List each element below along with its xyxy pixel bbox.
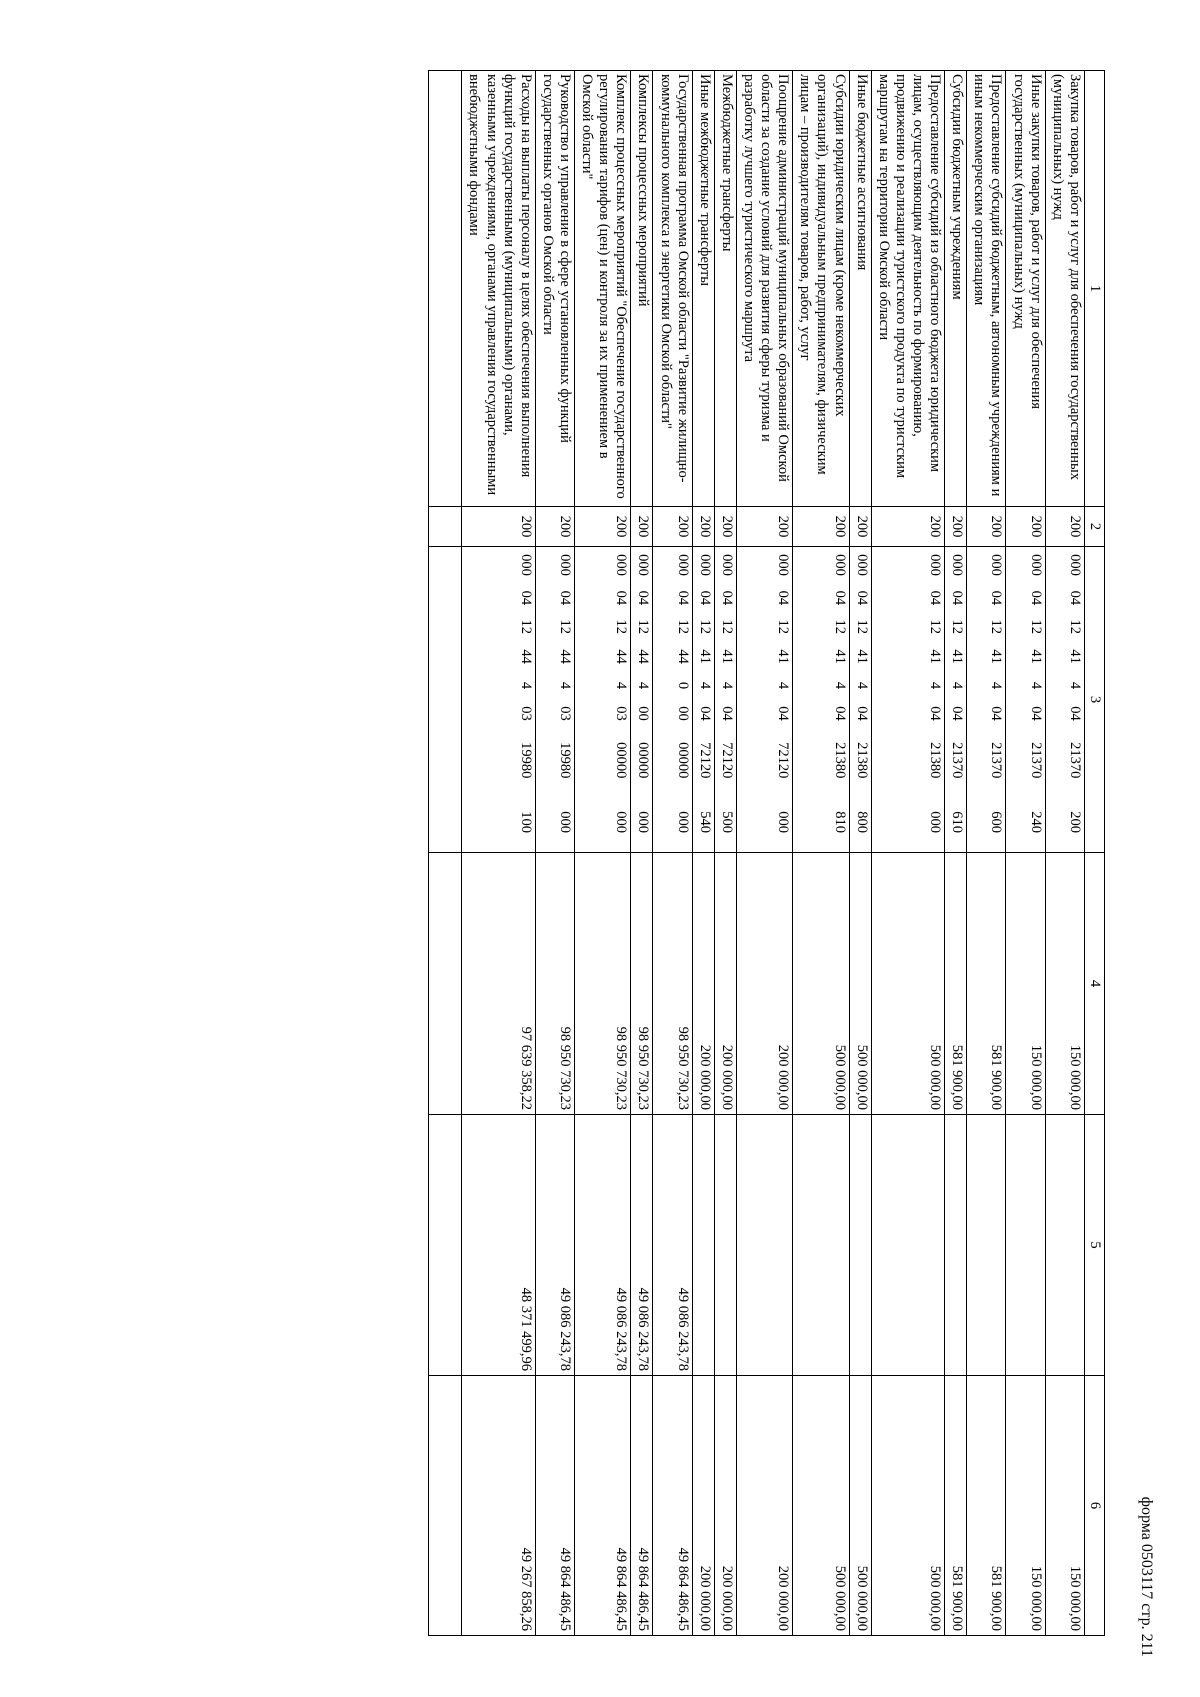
- row-col5-amount: [714, 1115, 736, 1376]
- code-part: 000: [949, 554, 966, 576]
- code-part: 19980: [557, 742, 574, 779]
- code-part: 21380: [853, 742, 870, 779]
- empty-cell: [429, 853, 462, 1115]
- code-part: 12: [517, 619, 534, 634]
- row-budget-code: [575, 547, 631, 853]
- code-part: 00000: [674, 742, 691, 779]
- table-row: [631, 71, 653, 1636]
- table-row: [1006, 71, 1045, 1636]
- code-part: 41: [831, 649, 848, 664]
- code-part: 21370: [1066, 742, 1083, 779]
- code-part: 41: [1027, 649, 1044, 664]
- header-cell: 2: [1084, 507, 1104, 547]
- row-col6-amount: 500 000,00: [793, 1376, 849, 1636]
- row-name: Предоставление субсидий бюджетным, автономным учреждениям и иным некоммерческим организациям: [967, 71, 1006, 507]
- row-col5-amount: [871, 1115, 944, 1376]
- code-part: 0: [674, 681, 691, 690]
- row-col5-amount: 49 086 243,78: [631, 1115, 653, 1376]
- code-part: 21380: [927, 742, 944, 779]
- row-col4-amount: 150 000,00: [1045, 853, 1084, 1115]
- code-part: 04: [1066, 590, 1083, 606]
- code-part: 4: [949, 681, 966, 690]
- table-row: [714, 71, 736, 1636]
- empty-row: [429, 71, 462, 1636]
- code-part: 000: [517, 554, 534, 576]
- code-part: 04: [718, 590, 735, 606]
- row-budget-code: [692, 547, 714, 853]
- table-row: [1045, 71, 1084, 1636]
- row-name: Иные закупки товаров, работ и услуг для обеспечения государственных (муниципальных) нужд: [1006, 71, 1045, 507]
- code-part: 12: [831, 619, 848, 634]
- row-budget-code: [945, 547, 967, 853]
- code-part: 04: [831, 706, 848, 721]
- code-part: 000: [557, 554, 574, 576]
- code-part: 04: [927, 590, 944, 606]
- budget-code-parts: [718, 547, 735, 852]
- row-col5-amount: 49 086 243,78: [575, 1115, 631, 1376]
- empty-cell: [429, 507, 462, 547]
- row-line-code: 200: [871, 507, 944, 547]
- header-cell: 1: [1084, 71, 1104, 507]
- row-name: Предоставление субсидий из областного бюджета юридическим лицам, осуществляющим деятельность по формированию, продвижению и реализации туристского продукта по туристским маршрутам на территории Омской области: [871, 71, 944, 507]
- row-name: Комплексы процессных мероприятий: [631, 71, 653, 507]
- row-col5-amount: [1045, 1115, 1084, 1376]
- table-row: [793, 71, 849, 1636]
- empty-cell: [429, 547, 462, 853]
- code-part: 04: [557, 590, 574, 606]
- header-cell: 4: [1084, 853, 1104, 1115]
- row-col5-amount: [736, 1115, 792, 1376]
- code-part: 4: [718, 681, 735, 690]
- empty-cell: [429, 1115, 462, 1376]
- row-col6-amount: 200 000,00: [714, 1376, 736, 1636]
- code-part: 4: [775, 681, 792, 690]
- budget-code-parts: [774, 547, 791, 852]
- row-budget-code: [967, 547, 1006, 853]
- row-name: Иные межбюджетные трансферты: [692, 71, 714, 507]
- row-col4-amount: 98 950 730,23: [575, 853, 631, 1115]
- code-part: 03: [557, 706, 574, 721]
- code-part: 000: [674, 811, 691, 833]
- row-budget-code: [793, 547, 849, 853]
- row-col5-amount: 49 086 243,78: [653, 1115, 692, 1376]
- row-name: Субсидии бюджетным учреждениям: [945, 71, 967, 507]
- row-col6-amount: 49 267 858,26: [462, 1376, 535, 1636]
- code-part: 44: [557, 649, 574, 664]
- budget-code-parts: [612, 547, 629, 852]
- code-part: 4: [853, 681, 870, 690]
- budget-code-parts: [1066, 547, 1083, 852]
- table-row: [653, 71, 692, 1636]
- budget-code-parts: [853, 547, 870, 852]
- row-col6-amount: 581 900,00: [967, 1376, 1006, 1636]
- row-col4-amount: 581 900,00: [967, 853, 1006, 1115]
- row-col4-amount: 200 000,00: [736, 853, 792, 1115]
- code-part: 04: [927, 706, 944, 721]
- code-part: 12: [775, 619, 792, 634]
- budget-code-parts: [674, 547, 691, 852]
- row-line-code: 200: [653, 507, 692, 547]
- row-line-code: 200: [631, 507, 653, 547]
- row-col6-amount: 150 000,00: [1045, 1376, 1084, 1636]
- code-part: 000: [635, 811, 652, 833]
- code-part: 04: [988, 706, 1005, 721]
- table-row: [945, 71, 967, 1636]
- code-part: 41: [853, 649, 870, 664]
- code-part: 000: [1066, 554, 1083, 576]
- budget-code-parts: [830, 547, 847, 852]
- code-part: 000: [927, 554, 944, 576]
- code-part: 12: [1066, 619, 1083, 634]
- code-part: 04: [831, 590, 848, 606]
- code-part: 41: [949, 649, 966, 664]
- budget-code-parts: [948, 547, 965, 852]
- code-part: 800: [853, 811, 870, 833]
- table-row: [849, 71, 871, 1636]
- code-part: 000: [988, 554, 1005, 576]
- row-col5-amount: 48 371 499,96: [462, 1115, 535, 1376]
- code-part: 04: [635, 590, 652, 606]
- row-line-code: 200: [849, 507, 871, 547]
- row-col5-amount: [967, 1115, 1006, 1376]
- code-part: 04: [674, 590, 691, 606]
- row-col5-amount: [1006, 1115, 1045, 1376]
- code-part: 000: [775, 811, 792, 833]
- code-part: 21370: [949, 742, 966, 779]
- code-part: 44: [613, 649, 630, 664]
- code-part: 19980: [517, 742, 534, 779]
- code-part: 04: [949, 590, 966, 606]
- code-part: 4: [696, 681, 713, 690]
- row-col5-amount: [945, 1115, 967, 1376]
- row-name: Субсидии юридическим лицам (кроме некоммерческих организаций), индивидуальным предпринимателям, физическим лицам – производителям товаров, работ, услуг: [793, 71, 849, 507]
- row-col4-amount: 581 900,00: [945, 853, 967, 1115]
- row-budget-code: [462, 547, 535, 853]
- row-budget-code: [653, 547, 692, 853]
- code-part: 04: [949, 706, 966, 721]
- code-part: 41: [696, 649, 713, 664]
- code-part: 12: [696, 619, 713, 634]
- code-part: 04: [1027, 590, 1044, 606]
- budget-code-parts: [926, 547, 943, 852]
- row-name: Государственная программа Омской области "Развитие жилищно-коммунального комплекса и энергетики Омской области": [653, 71, 692, 507]
- code-part: 12: [718, 619, 735, 634]
- row-name: Закупка товаров, работ и услуг для обеспечения государственных (муниципальных) нужд: [1045, 71, 1084, 507]
- row-col4-amount: 500 000,00: [793, 853, 849, 1115]
- empty-cell: [429, 71, 462, 507]
- code-part: 21370: [988, 742, 1005, 779]
- code-part: 000: [853, 554, 870, 576]
- code-part: 44: [674, 649, 691, 664]
- code-part: 4: [1027, 681, 1044, 690]
- row-line-code: 200: [575, 507, 631, 547]
- row-line-code: 200: [967, 507, 1006, 547]
- code-part: 04: [775, 706, 792, 721]
- row-budget-code: [535, 547, 574, 853]
- code-part: 04: [1066, 706, 1083, 721]
- table-row: [967, 71, 1006, 1636]
- code-part: 00000: [635, 742, 652, 779]
- row-line-code: 200: [692, 507, 714, 547]
- code-part: 4: [557, 681, 574, 690]
- code-part: 500: [718, 811, 735, 833]
- code-part: 12: [557, 619, 574, 634]
- code-part: 000: [696, 554, 713, 576]
- code-part: 21380: [831, 742, 848, 779]
- code-part: 000: [1027, 554, 1044, 576]
- code-part: 12: [1027, 619, 1044, 634]
- code-part: 04: [853, 706, 870, 721]
- row-name: Межбюджетные трансферты: [714, 71, 736, 507]
- code-part: 41: [1066, 649, 1083, 664]
- code-part: 04: [988, 590, 1005, 606]
- row-col6-amount: 200 000,00: [736, 1376, 792, 1636]
- budget-code-parts: [696, 547, 713, 852]
- row-name: Иные бюджетные ассигнования: [849, 71, 871, 507]
- row-col4-amount: 200 000,00: [714, 853, 736, 1115]
- empty-cell: [429, 1376, 462, 1636]
- row-line-code: 200: [1045, 507, 1084, 547]
- code-part: 200: [1066, 811, 1083, 833]
- code-part: 04: [696, 590, 713, 606]
- code-part: 810: [831, 811, 848, 833]
- table-row: [575, 71, 631, 1636]
- code-part: 41: [718, 649, 735, 664]
- row-budget-code: [714, 547, 736, 853]
- code-part: 72120: [775, 742, 792, 779]
- code-part: 600: [988, 811, 1005, 833]
- code-part: 00: [674, 706, 691, 721]
- table-row: [462, 71, 535, 1636]
- row-col6-amount: 200 000,00: [692, 1376, 714, 1636]
- row-col6-amount: 581 900,00: [945, 1376, 967, 1636]
- row-col6-amount: 500 000,00: [849, 1376, 871, 1636]
- code-part: 04: [517, 590, 534, 606]
- code-part: 12: [635, 619, 652, 634]
- row-budget-code: [1045, 547, 1084, 853]
- row-col4-amount: 150 000,00: [1006, 853, 1045, 1115]
- code-part: 4: [927, 681, 944, 690]
- row-col4-amount: 98 950 730,23: [535, 853, 574, 1115]
- code-part: 04: [718, 706, 735, 721]
- row-name: Расходы на выплаты персоналу в целях обеспечения выполнения функций государственными (муниципальными) органами, казенными учреждениями, органами управления государственными внебюджетными фондами: [462, 71, 535, 507]
- row-col4-amount: 500 000,00: [849, 853, 871, 1115]
- code-part: 12: [613, 619, 630, 634]
- code-part: 12: [949, 619, 966, 634]
- code-part: 72120: [718, 742, 735, 779]
- code-part: 540: [696, 811, 713, 833]
- code-part: 00000: [613, 742, 630, 779]
- row-col5-amount: [692, 1115, 714, 1376]
- row-budget-code: [631, 547, 653, 853]
- table-row: [736, 71, 792, 1636]
- form-label: форма 0503117 стр. 211: [1138, 1496, 1155, 1657]
- code-part: 4: [988, 681, 1005, 690]
- row-col4-amount: 97 639 358,22: [462, 853, 535, 1115]
- code-part: 44: [517, 649, 534, 664]
- table-row: [535, 71, 574, 1636]
- code-part: 21370: [1027, 742, 1044, 779]
- table-row: [871, 71, 944, 1636]
- code-part: 000: [674, 554, 691, 576]
- code-part: 610: [949, 811, 966, 833]
- row-budget-code: [849, 547, 871, 853]
- row-name: Поощрение администраций муниципальных образований Омской области за создание условий для развития сферы туризма и разработку лучшего туристического маршрута: [736, 71, 792, 507]
- budget-code-parts: [634, 547, 651, 852]
- row-line-code: 200: [462, 507, 535, 547]
- row-col5-amount: 49 086 243,78: [535, 1115, 574, 1376]
- code-part: 04: [775, 590, 792, 606]
- code-part: 04: [853, 590, 870, 606]
- row-col4-amount: 98 950 730,23: [631, 853, 653, 1115]
- code-part: 4: [1066, 681, 1083, 690]
- budget-code-parts: [987, 547, 1004, 852]
- code-part: 000: [831, 554, 848, 576]
- header-cell: 3: [1084, 547, 1104, 853]
- row-line-code: 200: [736, 507, 792, 547]
- code-part: 100: [517, 811, 534, 833]
- row-budget-code: [1006, 547, 1045, 853]
- row-budget-code: [736, 547, 792, 853]
- code-part: 000: [557, 811, 574, 833]
- row-name: Комплекс процессных мероприятий "Обеспечение государственного регулирования тарифов (цен) и контроля за их применением в Омской области": [575, 71, 631, 507]
- code-part: 12: [853, 619, 870, 634]
- code-part: 03: [517, 706, 534, 721]
- row-col6-amount: 49 864 486,45: [653, 1376, 692, 1636]
- row-line-code: 200: [1006, 507, 1045, 547]
- header-cell: 6: [1084, 1376, 1104, 1636]
- code-part: 41: [988, 649, 1005, 664]
- code-part: 12: [674, 619, 691, 634]
- row-col6-amount: 49 864 486,45: [535, 1376, 574, 1636]
- code-part: 000: [613, 554, 630, 576]
- code-part: 000: [718, 554, 735, 576]
- table-header-row: [1084, 71, 1104, 1636]
- budget-code-parts: [1027, 547, 1044, 852]
- code-part: 12: [927, 619, 944, 634]
- code-part: 240: [1027, 811, 1044, 833]
- row-line-code: 200: [714, 507, 736, 547]
- row-col6-amount: 49 864 486,45: [575, 1376, 631, 1636]
- code-part: 000: [635, 554, 652, 576]
- row-budget-code: [871, 547, 944, 853]
- code-part: 00: [635, 706, 652, 721]
- code-part: 04: [1027, 706, 1044, 721]
- code-part: 04: [696, 706, 713, 721]
- budget-code-parts: [556, 547, 573, 852]
- row-col6-amount: 500 000,00: [871, 1376, 944, 1636]
- row-line-code: 200: [535, 507, 574, 547]
- code-part: 41: [927, 649, 944, 664]
- code-part: 41: [775, 649, 792, 664]
- row-line-code: 200: [945, 507, 967, 547]
- budget-table: [428, 70, 1105, 1636]
- code-part: 4: [613, 681, 630, 690]
- row-col6-amount: 49 864 486,45: [631, 1376, 653, 1636]
- code-part: 12: [988, 619, 1005, 634]
- code-part: 4: [517, 681, 534, 690]
- code-part: 4: [635, 681, 652, 690]
- code-part: 000: [613, 811, 630, 833]
- row-col4-amount: 98 950 730,23: [653, 853, 692, 1115]
- row-col5-amount: [849, 1115, 871, 1376]
- code-part: 000: [927, 811, 944, 833]
- row-col6-amount: 150 000,00: [1006, 1376, 1045, 1636]
- code-part: 04: [613, 590, 630, 606]
- row-col4-amount: 200 000,00: [692, 853, 714, 1115]
- row-col4-amount: 500 000,00: [871, 853, 944, 1115]
- code-part: 000: [775, 554, 792, 576]
- row-col5-amount: [793, 1115, 849, 1376]
- code-part: 44: [635, 649, 652, 664]
- code-part: 03: [613, 706, 630, 721]
- code-part: 4: [831, 681, 848, 690]
- row-line-code: 200: [793, 507, 849, 547]
- table-row: [692, 71, 714, 1636]
- row-name: Руководство и управление в сфере установленных функций государственных органов Омской области: [535, 71, 574, 507]
- budget-code-parts: [517, 547, 534, 852]
- code-part: 72120: [696, 742, 713, 779]
- header-cell: 5: [1084, 1115, 1104, 1376]
